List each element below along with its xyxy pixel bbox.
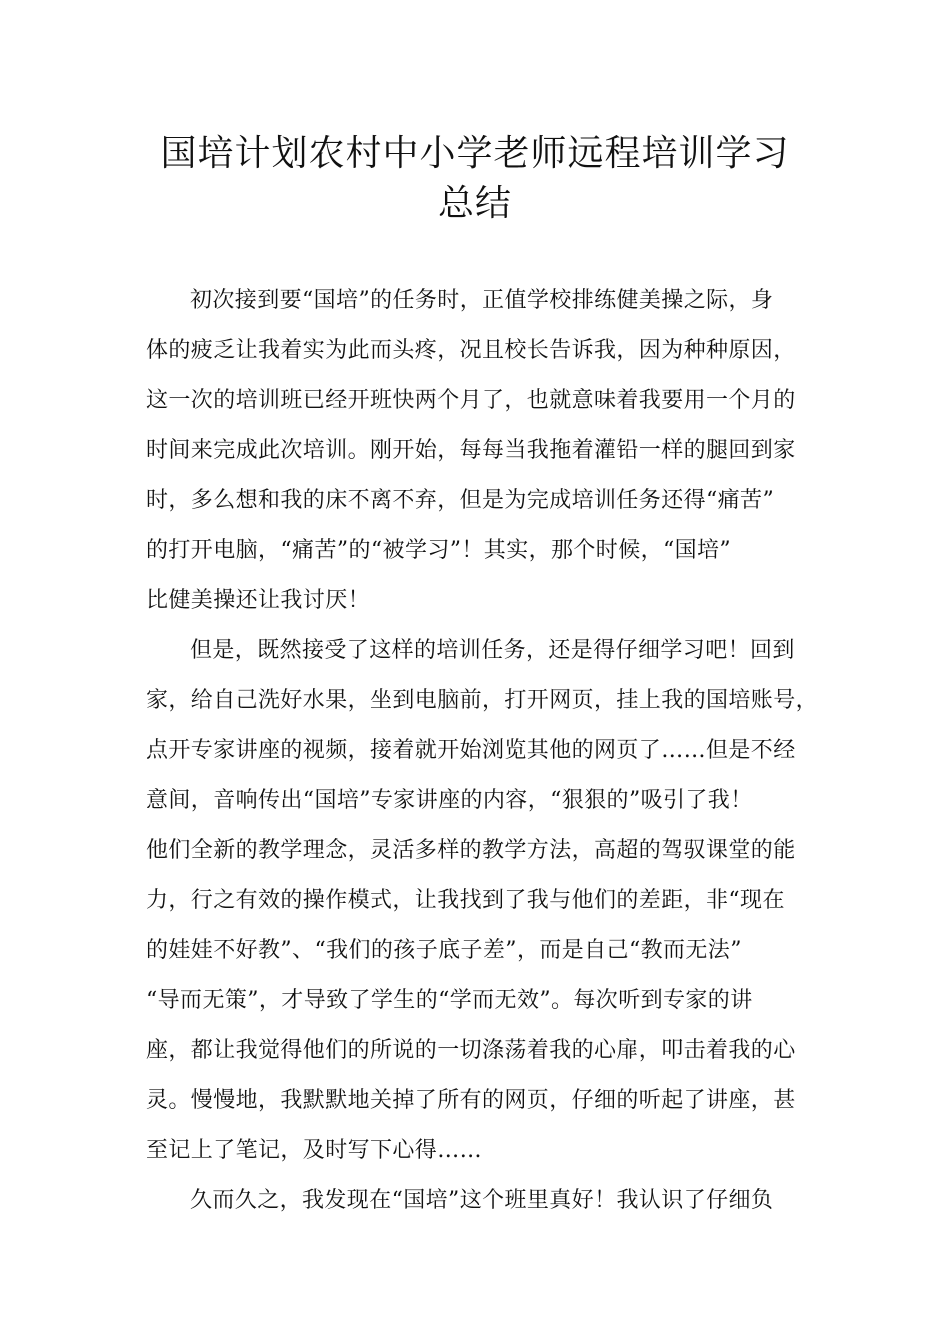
paragraph-1-line-2: 体的疲乏让我着实为此而头疼，况且校长告诉我，因为种种原因， [146,338,796,363]
paragraph-2-line-9: 座，都让我觉得他们的所说的一切涤荡着我的心扉，叩击着我的心 [146,1038,796,1063]
paragraph-2-line-4: 意间，音响传出“国培”专家讲座的内容，“狠狠的”吸引了我！ [146,788,753,813]
paragraph-2-line-3: 点开专家讲座的视频，接着就开始浏览其他的网页了……但是不经 [146,738,796,763]
paragraph-2-line-5: 他们全新的教学理念，灵活多样的教学方法，高超的驾驭课堂的能 [146,838,796,863]
paragraph-2-line-8: “导而无策”，才导致了学生的“学而无效”。每次听到专家的讲 [146,988,753,1013]
paragraph-1-line-3: 这一次的培训班已经开班快两个月了，也就意味着我要用一个月的 [146,388,796,413]
paragraph-2-line-11: 至记上了笔记，及时写下心得…… [146,1138,483,1163]
paragraph-1-line-7: 比健美操还让我讨厌！ [146,588,371,613]
paragraph-3-line-1: 久而久之，我发现在“国培”这个班里真好！我认识了仔细负 [190,1188,774,1213]
paragraph-2-line-2: 家，给自己洗好水果，坐到电脑前，打开网页，挂上我的国培账号， [146,688,819,713]
document-title-line-2: 总结 [437,183,512,224]
paragraph-1-line-6: 的打开电脑，“痛苦”的“被学习”！其实，那个时候，“国培” [146,538,732,563]
paragraph-1-line-1: 初次接到要“国培”的任务时，正值学校排练健美操之际，身 [190,288,774,313]
paragraph-2-line-6: 力，行之有效的操作模式，让我找到了我与他们的差距，非“现在 [146,888,785,913]
paragraph-2-line-7: 的娃娃不好教”、“我们的孩子底子差”，而是自己“教而无法” [146,938,742,963]
paragraph-1-line-4: 时间来完成此次培训。刚开始，每每当我拖着灌铅一样的腿回到家 [146,438,796,463]
paragraph-2-line-10: 灵。慢慢地，我默默地关掉了所有的网页，仔细的听起了讲座，甚 [146,1088,796,1113]
document-title-line-1: 国培计划农村中小学老师远程培训学习 [160,133,790,174]
paragraph-2-line-1: 但是，既然接受了这样的培训任务，还是得仔细学习吧！回到 [190,638,795,663]
paragraph-1-line-5: 时，多么想和我的床不离不弃，但是为完成培训任务还得“痛苦” [146,488,775,513]
